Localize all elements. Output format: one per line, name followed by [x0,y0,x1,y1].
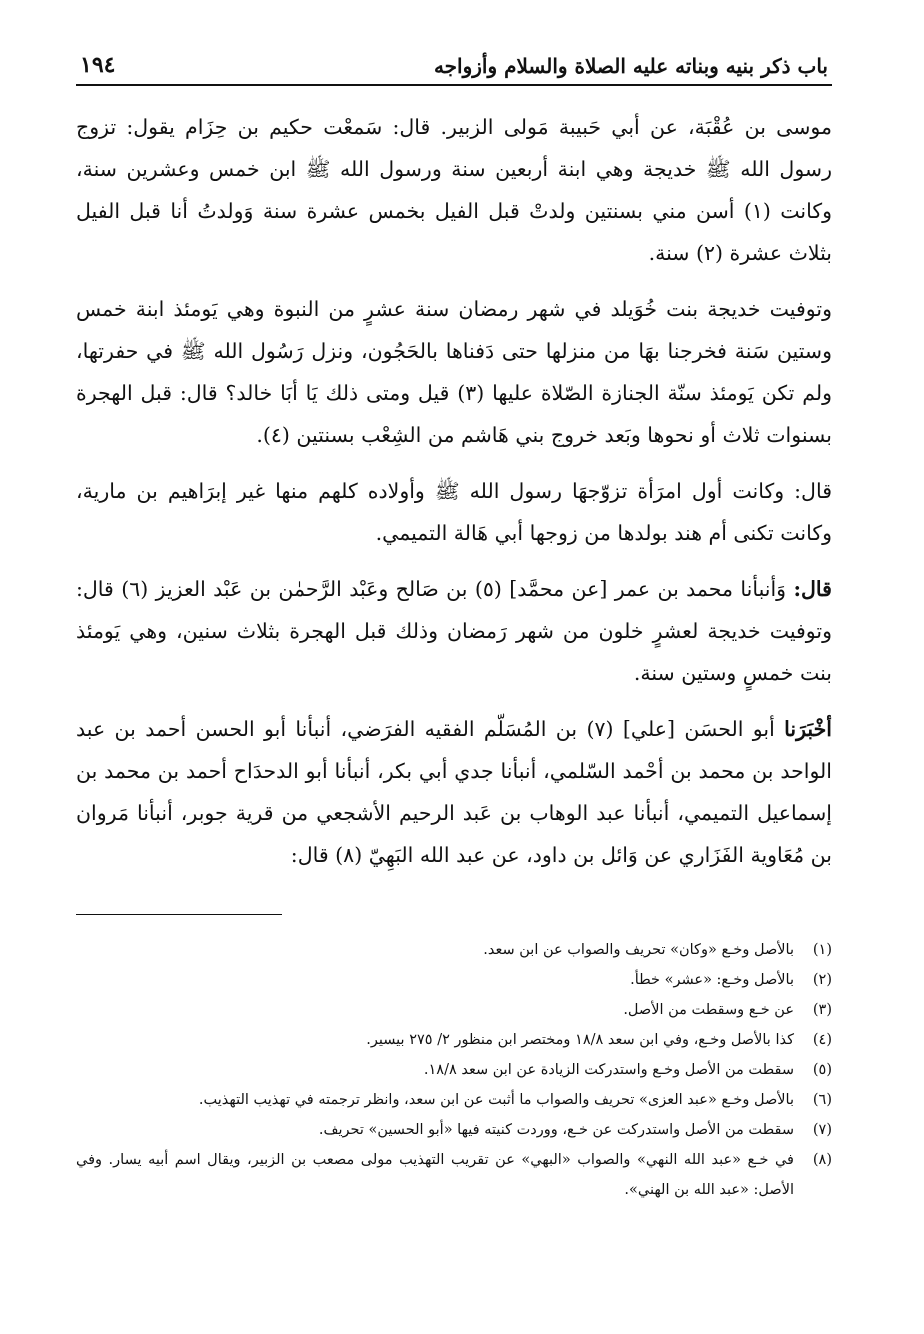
paragraph [76,106,832,274]
paragraph [76,708,832,876]
footnote-text: بالأصل وخـع «وكان» تحريف والصواب عن ابن سعد. [483,942,794,958]
footnote-text: في خـع «عبد الله النهي» والصواب «البهي» عن تقريب التهذيب مولى مصعب بن الزبير، ويقال اسم أبيه يسار. وفي الأصل: «عبد الله بن الهني». [76,1152,794,1198]
paragraph-text: موسى بن عُقْبَة، عن أبي حَبيبة مَولى الزبير. قال: سَمعْت حكيم بن حِزَام يقول: تزوج رسول الله ﷺ خديجة وهي ابنة أربعين سنة ورسول الله ﷺ ابن خمس وعشرين سنة، وكانت (١) أسن مني بسنتين ولدتْ قبل الفيل بخمس عشرة سنة وَولدتُ أنا قبل الفيل بثلاث عشرة (٢) سنة. [76,115,832,265]
paragraph-text: وَأنبأنا محمد بن عمر [عن محمَّد] (٥) بن صَالح وعَبْد الرَّحمٰن بن عَبْد العزيز (٦) قال: وتوفيت خديجة لعشرٍ خلون من شهر رَمضان وذلك قبل الهجرة بثلاث سنين، وهي يَومئذ بنت خمسٍ وستين سنة. [76,577,832,685]
footnote [76,1085,832,1115]
main-text [76,106,832,876]
paragraph [76,470,832,554]
footnote-number: (٢) [812,972,832,988]
footnote-text: بالأصل وخـع «عبد العزى» تحريف والصواب ما أثبت عن ابن سعد، وانظر ترجمته في تهذيب التهذيب. [198,1092,794,1108]
paragraph-text: أبو الحسَن [علي] (٧) بن المُسَلّم الفقيه الفرَضي، أنبأنا أبو الحسن أحمد بن عبد الواحد بن محمد بن أحْمد السّلمي، أنبأنا جدي أبي بكر، أنبأنا أبو الدحدَاح أحمد بن محمد بن إسماعيل التميمي، أنبأنا عبد الوهاب بن عَبد الرحيم الأشجعي من قرية جوبر، أنبأنا مَروان بن مُعَاوية الفَزَاري عن وَائل بن داود، عن عبد الله البَهِيّ (٨) قال: [76,717,832,867]
paragraph [76,288,832,456]
paragraph-text: وتوفيت خديجة بنت خُوَيلد في شهر رمضان سنة عشرٍ من النبوة وهي يَومئذ ابنة خمس وستين سَنة فخرجنا بهَا من منزلها حتى دَفناها بالحَجُون، ونزل رَسُول الله ﷺ في حفرتها، ولم تكن يَومئذ سنّة الجنازة الصّلاة عليها (٣) قيل ومتى ذلك يَا أبَا خالد؟ قال: قبل الهجرة بسنوات ثلاث أو نحوها وبَعد خروج بني هَاشم من الشِعْب بسنتين (٤). [76,297,832,447]
footnote-text: سقطت من الأصل واستدركت عن خـع، ووردت كنيته فيها «أبو الحسين» تحريف. [318,1122,794,1138]
footnote [76,1055,832,1085]
footnote [76,1145,832,1205]
footnote-text: بالأصل وخـع: «عشر» خطأ. [630,972,794,988]
chapter-title: باب ذكر بنيه وبناته عليه الصلاة والسلام وأزواجه [433,54,828,78]
paragraph [76,568,832,694]
footnote [76,1025,832,1055]
footnote-number: (٥) [812,1062,832,1078]
footnote-text: عن خـع وسقطت من الأصل. [623,1002,794,1018]
footnotes [76,935,832,1205]
paragraph-lead: أخْبَرَنا [784,717,832,741]
footnote [76,965,832,995]
footnote-number: (٦) [812,1092,832,1108]
footnote-number: (١) [812,942,832,958]
footnote-number: (٨) [812,1152,832,1168]
footnote [76,1115,832,1145]
footnote-text: كذا بالأصل وخـع، وفي ابن سعد ١٨/٨ ومختصر ابن منظور ٢/ ٢٧٥ بيسير. [366,1032,794,1048]
footnote-number: (٤) [812,1032,832,1048]
page-number: ١٩٤ [80,52,116,78]
footnote-divider [76,914,282,915]
footnote [76,935,832,965]
footnote-rule-wrap [76,914,832,915]
footnote-text: سقطت من الأصل وخـع واستدركت الزيادة عن ابن سعد ١٨/٨. [423,1062,794,1078]
footnote [76,995,832,1025]
paragraph-lead: قال: [793,577,832,601]
running-header [76,52,832,86]
footnote-number: (٧) [812,1122,832,1138]
footnote-number: (٣) [812,1002,832,1018]
paragraph-text: قال: وكانت أول امرَأة تزوّجهَا رسول الله ﷺ وأولاده كلهم منها غير إبرَاهيم بن مارية، وكانت تكنى أم هند بولدها من زوجها أبي هَالة التميمي. [76,479,832,545]
